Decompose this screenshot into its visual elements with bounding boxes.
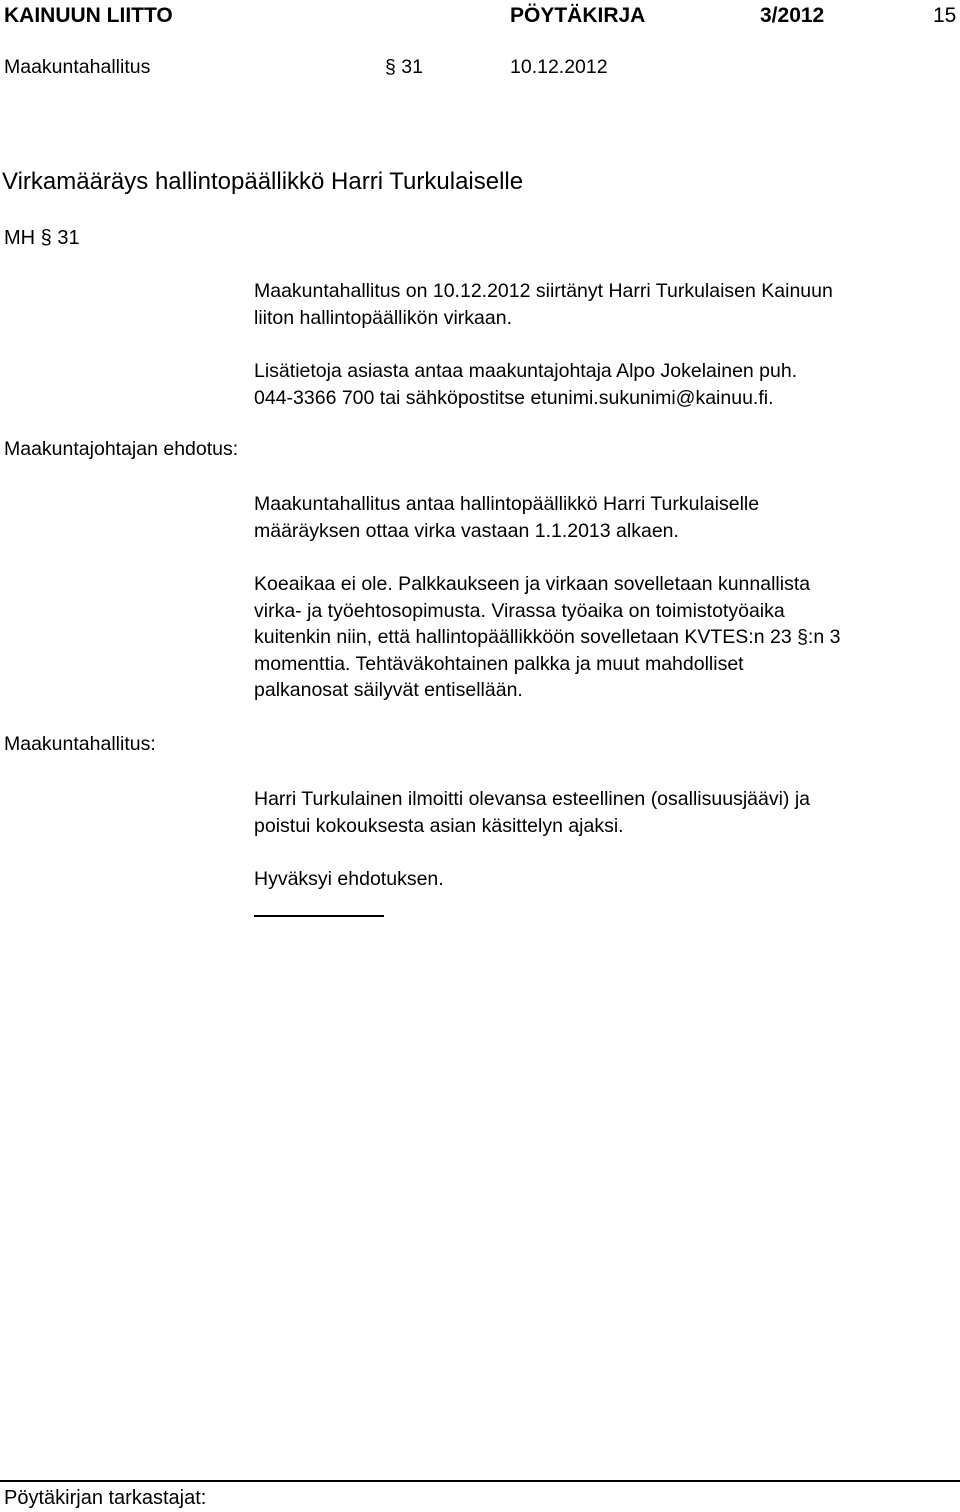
proposal-paragraph (254, 491, 759, 544)
doc-type: PÖYTÄKIRJA (510, 4, 646, 27)
header-section: § 31 (385, 56, 423, 78)
info-paragraph (254, 358, 797, 411)
page-title: Virkamääräys hallintopäällikkö Harri Turkulaiselle (2, 168, 524, 195)
proposal-line: virka- ja työehtosopimusta. Virassa työaika on toimistotyöaika (254, 599, 785, 622)
decision-line: poistui kokouksesta asian käsittelyn ajaksi. (254, 814, 624, 837)
footer-label: Pöytäkirjan tarkastajat: (4, 1487, 207, 1509)
intro-line: Maakuntahallitus on 10.12.2012 siirtänyt Harri Turkulaisen Kainuun (254, 280, 833, 302)
header-date: 10.12.2012 (510, 56, 608, 78)
proposal-line: palkanosat säilyvät entisellään. (254, 679, 523, 701)
info-line: 044-3366 700 tai sähköpostitse etunimi.sukunimi@kainuu.fi. (254, 386, 774, 409)
footer-rule (0, 1480, 960, 1482)
proposal-label: Maakuntajohtajan ehdotus: (4, 438, 239, 460)
proposal-line: Maakuntahallitus antaa hallintopäällikkö Harri Turkulaiselle (254, 493, 760, 515)
decision-paragraph (254, 786, 810, 839)
org-name: KAINUUN LIITTO (4, 4, 173, 27)
proposal-line: Koeaikaa ei ole. Palkkaukseen ja virkaan sovelletaan kunnallista (254, 573, 811, 595)
proposal-line: momenttia. Tehtäväkohtainen palkka ja muut mahdolliset (254, 652, 744, 675)
intro-paragraph (254, 278, 833, 331)
decision-result (254, 866, 444, 893)
decision-result-line: Hyväksyi ehdotuksen. (254, 868, 444, 890)
intro-line: liiton hallintopäällikön virkaan. (254, 306, 512, 329)
header-body: Maakuntahallitus (4, 56, 151, 78)
proposal-line: kuitenkin niin, että hallintopäällikköön sovelletaan KVTES:n 23 §:n 3 (254, 626, 841, 648)
info-line: Lisätietoja asiasta antaa maakuntajohtaja Alpo Jokelainen puh. (254, 360, 798, 382)
proposal-line: määräyksen ottaa virka vastaan 1.1.2013 alkaen. (254, 519, 679, 542)
decision-end-rule (254, 915, 384, 917)
decision-line: Harri Turkulainen ilmoitti olevansa esteellinen (osallisuusjäävi) ja (254, 788, 811, 810)
decision-label: Maakuntahallitus: (4, 733, 156, 755)
proposal-terms-paragraph (254, 571, 840, 704)
page-number: 15 (933, 4, 957, 27)
doc-number: 3/2012 (760, 4, 825, 27)
item-code: MH § 31 (4, 227, 80, 249)
